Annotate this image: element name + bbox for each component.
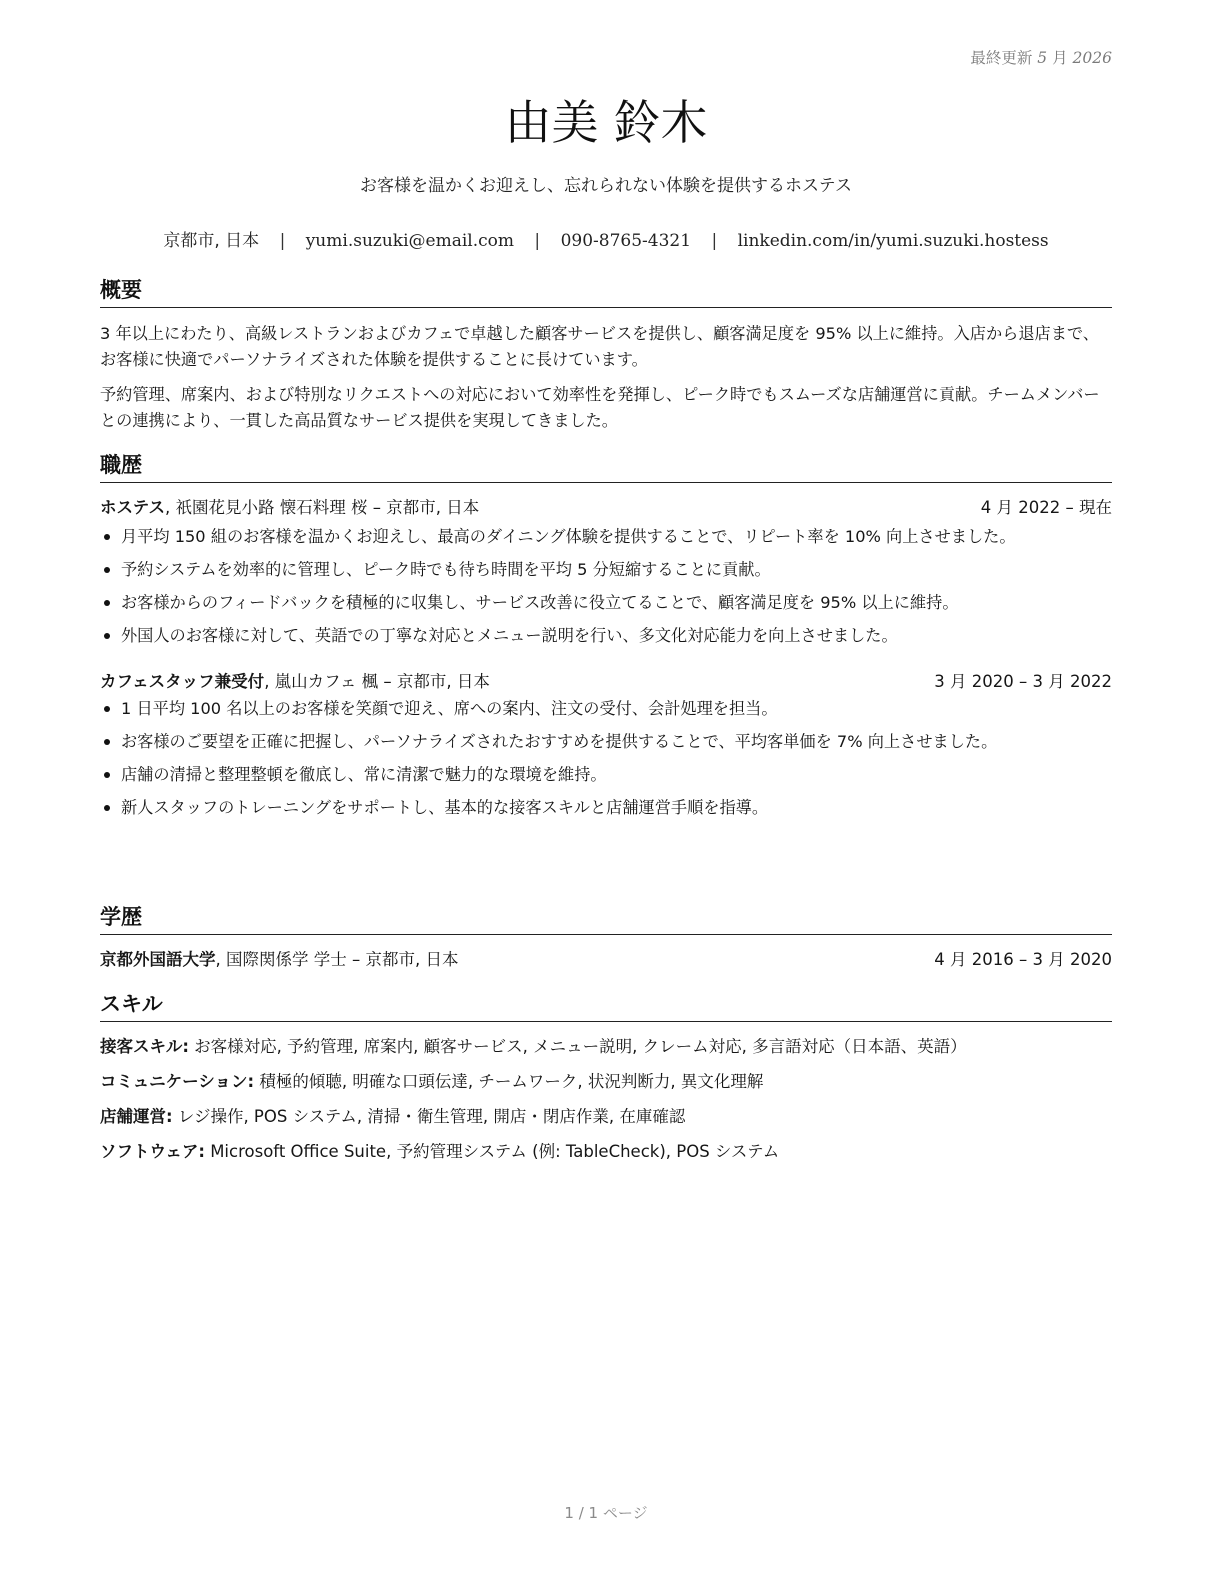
job-role: ホステス xyxy=(100,498,166,517)
skill-label: 接客スキル: xyxy=(100,1037,189,1056)
education-entry xyxy=(100,948,1112,972)
skills-list xyxy=(100,1035,1112,1164)
last-updated-month-unit: 月 xyxy=(1052,49,1068,67)
skill-label: 店舗運営: xyxy=(100,1107,173,1126)
resume-page xyxy=(100,0,1112,1584)
job-dates: 3 月 2020 – 3 月 2022 xyxy=(934,672,1112,691)
job-bullets xyxy=(100,524,1112,649)
job-bullet: 予約システムを効率的に管理し、ピーク時でも待ち時間を平均 5 分短縮することに貢献。 xyxy=(100,557,1112,583)
last-updated-month: 5 xyxy=(1037,49,1048,67)
skill-row xyxy=(100,1035,1112,1059)
skill-value: お客様対応, 予約管理, 席案内, 顧客サービス, メニュー説明, クレーム対応, 多言語対応（日本語、英語） xyxy=(188,1037,967,1056)
section-title-experience: 職歴 xyxy=(100,451,1112,483)
skill-row xyxy=(100,1140,1112,1164)
section-title-skills: スキル xyxy=(100,990,1112,1022)
skill-value: 積極的傾聴, 明確な口頭伝達, チームワーク, 状況判断力, 異文化理解 xyxy=(254,1072,764,1091)
summary-paragraph: 予約管理、席案内、および特別なリクエストへの対応において効率性を発揮し、ピーク時でもスムーズな店舗運営に貢献。チームメンバーとの連携により、一貫した高品質なサービス提供を実現してきました。 xyxy=(100,385,1100,430)
last-updated xyxy=(970,46,1112,68)
skills-section xyxy=(100,990,1112,1175)
contact-linkedin[interactable]: linkedin.com/in/yumi.suzuki.hostess xyxy=(737,231,1049,251)
job-header xyxy=(100,670,1112,694)
experience-section xyxy=(100,451,1112,828)
job-bullet: お客様のご要望を正確に把握し、パーソナライズされたおすすめを提供することで、平均客単価を 7% 向上させました。 xyxy=(100,729,1112,755)
job-org: , 祇園花見小路 懐石料理 桜 – 京都市, 日本 xyxy=(165,498,480,517)
education-section xyxy=(100,903,1112,972)
job-bullet: お客様からのフィードバックを積極的に収集し、サービス改善に役立てることで、顧客満足度を 95% 以上に維持。 xyxy=(100,590,1112,616)
job-bullet: 1 日平均 100 名以上のお客様を笑顔で迎え、席への案内、注文の受付、会計処理を担当。 xyxy=(100,696,1112,722)
section-title-summary: 概要 xyxy=(100,276,1112,308)
job-bullets xyxy=(100,696,1112,821)
skill-value: Microsoft Office Suite, 予約管理システム (例: TableCheck), POS システム xyxy=(204,1142,780,1161)
skill-label: コミュニケーション: xyxy=(100,1072,255,1091)
contact-email[interactable]: yumi.suzuki@email.com xyxy=(305,231,515,251)
summary-paragraph: 3 年以上にわたり、高級レストランおよびカフェで卓越した顧客サービスを提供し、顧客満足度を 95% 以上に維持。入店から退店まで、お客様に快適でパーソナライズされた体験を提供することに長けています。 xyxy=(100,324,1099,369)
page-indicator: 1 / 1 ページ xyxy=(564,1504,648,1522)
job-bullet: 月平均 150 組のお客様を温かくお迎えし、最高のダイニング体験を提供することで、リピート率を 10% 向上させました。 xyxy=(100,524,1112,550)
skill-row xyxy=(100,1070,1112,1094)
job-bullet: 店舗の清掃と整理整頓を徹底し、常に清潔で魅力的な環境を維持。 xyxy=(100,762,1112,788)
job-dates: 4 月 2022 – 現在 xyxy=(980,498,1112,517)
education-dates: 4 月 2016 – 3 月 2020 xyxy=(934,950,1112,969)
job-org: , 嵐山カフェ 楓 – 京都市, 日本 xyxy=(264,672,490,691)
job-entry xyxy=(100,496,1112,649)
tagline: お客様を温かくお迎えし、忘れられない体験を提供するホステス xyxy=(360,176,852,196)
contact-location: 京都市, 日本 xyxy=(163,231,260,251)
skill-row xyxy=(100,1105,1112,1129)
contact-separator: | xyxy=(534,231,541,251)
skill-label: ソフトウェア: xyxy=(100,1142,205,1161)
skill-value: レジ操作, POS システム, 清掃・衛生管理, 開店・閉店作業, 在庫確認 xyxy=(172,1107,686,1126)
contact-separator: | xyxy=(279,231,286,251)
job-bullet: 外国人のお客様に対して、英語での丁寧な対応とメニュー説明を行い、多文化対応能力を向上させました。 xyxy=(100,623,1112,649)
contact-separator: | xyxy=(711,231,718,251)
job-bullet: 新人スタッフのトレーニングをサポートし、基本的な接客スキルと店舗運営手順を指導。 xyxy=(100,795,1112,821)
contact-phone[interactable]: 090-8765-4321 xyxy=(560,231,692,251)
job-entry xyxy=(100,670,1112,821)
summary-section xyxy=(100,276,1112,434)
candidate-name: 由美 鈴木 xyxy=(504,96,708,151)
contact-line xyxy=(100,226,1112,251)
education-school: 京都外国語大学 xyxy=(100,950,216,969)
section-title-education: 学歴 xyxy=(100,903,1112,935)
education-detail: , 国際関係学 学士 – 京都市, 日本 xyxy=(215,950,459,969)
job-role: カフェスタッフ兼受付 xyxy=(100,672,265,691)
last-updated-year: 2026 xyxy=(1072,49,1112,67)
last-updated-label: 最終更新 xyxy=(970,49,1033,67)
job-header xyxy=(100,496,1112,520)
